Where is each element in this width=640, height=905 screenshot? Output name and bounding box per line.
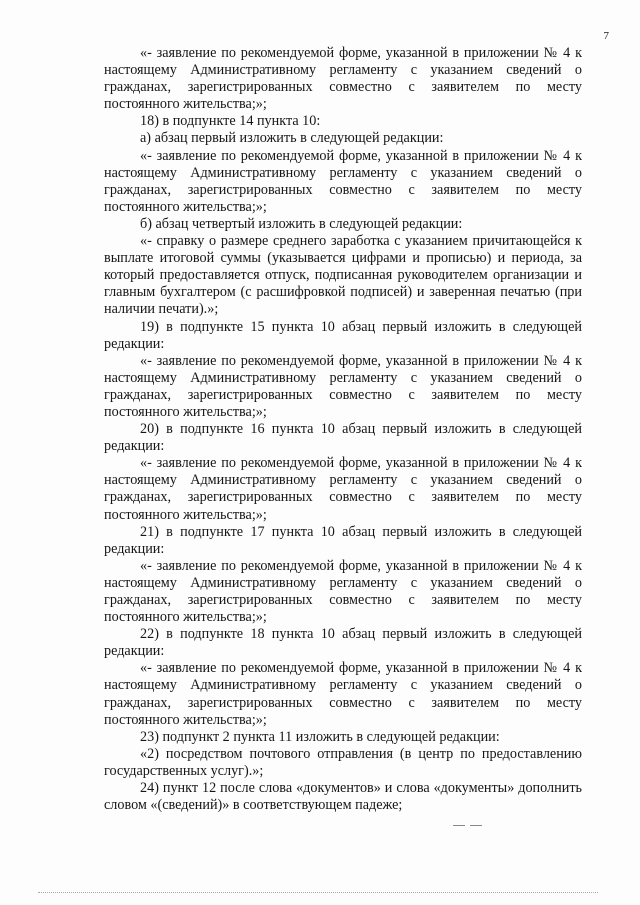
paragraph: «- заявление по рекомендуемой форме, указанной в приложении № 4 к настоящему Административному регламенту с указанием сведений о гражданах, зарегистрированных совместно с заявителем по месту постоянного жительства;»; [104,352,582,420]
paragraph: 21) в подпункте 17 пункта 10 абзац первый изложить в следующей редакции: [104,523,582,557]
paragraph: 24) пункт 12 после слова «документов» и слова «документы» дополнить словом «(сведений)» в соответствующем падеже; [104,780,582,814]
scan-mark [470,825,482,826]
scan-edge-dots [38,892,598,894]
paragraph: «- заявление по рекомендуемой форме, указанной в приложении № 4 к настоящему Административному регламенту с указанием сведений о гражданах, зарегистрированных совместно с заявителем по месту постоянного жительства;»; [104,660,582,728]
paragraph: б) абзац четвертый изложить в следующей редакции: [140,215,463,232]
paragraph: 23) подпункт 2 пункта 11 изложить в следующей редакции: [140,728,500,745]
paragraph: «2) посредством почтового отправления (в центр по предоставлению государственных услуг).»; [104,745,582,779]
document-body [104,45,582,814]
paragraph: а) абзац первый изложить в следующей редакции: [140,130,444,147]
paragraph: «- заявление по рекомендуемой форме, указанной в приложении № 4 к настоящему Административному регламенту с указанием сведений о гражданах, зарегистрированных совместно с заявителем по месту постоянного жительства;»; [104,455,582,523]
paragraph: 19) в подпункте 15 пункта 10 абзац первый изложить в следующей редакции: [104,318,582,352]
paragraph: 20) в подпункте 16 пункта 10 абзац первый изложить в следующей редакции: [104,421,582,455]
page-number: 7 [603,30,609,42]
paragraph: 22) в подпункте 18 пункта 10 абзац первый изложить в следующей редакции: [104,626,582,660]
scan-mark [453,825,465,826]
paragraph: «- заявление по рекомендуемой форме, указанной в приложении № 4 к настоящему Административному регламенту с указанием сведений о гражданах, зарегистрированных совместно с заявителем по месту постоянного жительства;»; [104,45,582,113]
paragraph: «- справку о размере среднего заработка с указанием причитающейся к выплате итоговой суммы (указывается цифрами и прописью) и периода, за который предоставляется отпуск, подписанная руководителем организации и главным бухгалтером (с расшифровкой подписей) и заверенная печатью (при наличии печати).»; [104,233,582,318]
paragraph: 18) в подпункте 14 пункта 10: [140,113,321,130]
paragraph: «- заявление по рекомендуемой форме, указанной в приложении № 4 к настоящему Административному регламенту с указанием сведений о гражданах, зарегистрированных совместно с заявителем по месту постоянного жительства;»; [104,147,582,215]
paragraph: «- заявление по рекомендуемой форме, указанной в приложении № 4 к настоящему Административному регламенту с указанием сведений о гражданах, зарегистрированных совместно с заявителем по месту постоянного жительства;»; [104,557,582,626]
